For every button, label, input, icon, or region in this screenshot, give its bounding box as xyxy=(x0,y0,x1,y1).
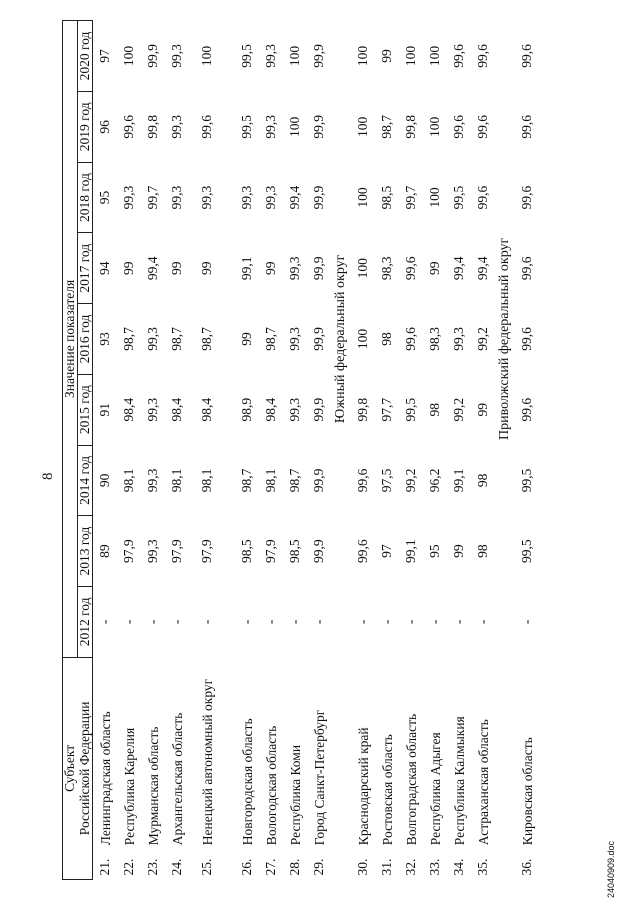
value-header: Значение показателя xyxy=(63,21,78,658)
value-cell: 99,6 xyxy=(199,115,214,139)
value-cell: 98,4 xyxy=(199,397,214,422)
row-number: 24. xyxy=(169,858,184,876)
value-cell: 100 xyxy=(355,116,370,137)
value-cell: 99,6 xyxy=(451,115,466,139)
value-cell: - xyxy=(239,619,254,625)
value-cell: 99,3 xyxy=(263,115,278,139)
value-cell: 99,5 xyxy=(403,397,418,422)
table-row xyxy=(93,21,118,880)
row-number: 34. xyxy=(451,858,466,876)
row-number: 21. xyxy=(97,858,112,876)
value-cell: 98,7 xyxy=(379,115,394,139)
value-cell: 99,3 xyxy=(169,44,184,68)
value-cell: 98,7 xyxy=(169,327,184,351)
value-cell: 99,8 xyxy=(355,397,370,422)
subject-name: Архангельская область xyxy=(169,712,185,846)
value-cell: 99,4 xyxy=(451,256,466,281)
value-cell: 99 xyxy=(121,261,136,276)
row-number: 27. xyxy=(263,858,278,876)
table-row xyxy=(235,21,259,880)
value-cell: 100 xyxy=(355,187,370,208)
table-row xyxy=(259,21,283,880)
value-cell: 99 xyxy=(263,261,278,276)
value-cell: 96 xyxy=(97,120,112,134)
table-row xyxy=(447,21,471,880)
value-cell: 99,5 xyxy=(519,539,534,563)
row-number: 26. xyxy=(239,858,254,876)
district-row xyxy=(495,21,515,880)
row-number: 35. xyxy=(475,858,490,876)
value-cell: 89 xyxy=(97,544,112,558)
value-cell: 99,3 xyxy=(145,397,160,422)
subject-name: Город Санкт-Петербург xyxy=(311,709,327,846)
subject-name: Республика Коми xyxy=(287,744,303,846)
value-cell: 99,3 xyxy=(287,397,302,422)
table-row xyxy=(375,21,399,880)
value-cell: 99,3 xyxy=(145,327,160,351)
subject-name: Волгоградская область xyxy=(403,713,419,846)
value-cell: 99,3 xyxy=(145,468,160,493)
value-cell: 98,7 xyxy=(263,327,278,351)
value-cell: 97,9 xyxy=(169,539,184,563)
year-header: 2020 год xyxy=(78,21,93,92)
value-cell: 99,9 xyxy=(145,44,160,68)
value-cell: 98,7 xyxy=(239,468,254,493)
year-header: 2012 год xyxy=(78,587,93,658)
value-cell: - xyxy=(199,619,214,625)
value-cell: 99,3 xyxy=(263,185,278,210)
table-row xyxy=(515,21,539,880)
value-cell: - xyxy=(97,619,112,625)
value-cell: 99,9 xyxy=(311,397,326,422)
value-cell: - xyxy=(263,619,278,625)
subject-name: Астраханская область xyxy=(475,719,491,846)
value-cell: 99 xyxy=(451,544,466,558)
value-cell: 99,9 xyxy=(311,468,326,493)
value-cell: 100 xyxy=(121,45,136,67)
value-cell: - xyxy=(121,619,136,625)
value-cell: 99,6 xyxy=(475,44,490,68)
value-cell: 99,3 xyxy=(239,185,254,210)
value-cell: 99,3 xyxy=(169,185,184,210)
value-cell: 95 xyxy=(427,544,442,558)
value-cell: 99 xyxy=(475,402,490,417)
table-row xyxy=(307,21,331,880)
value-cell: 99,6 xyxy=(451,44,466,68)
value-cell: 99,6 xyxy=(403,256,418,281)
district-row xyxy=(331,21,351,880)
table-row xyxy=(141,21,165,880)
value-cell: 99,6 xyxy=(519,256,534,281)
row-number: 33. xyxy=(427,858,442,876)
value-cell: 98 xyxy=(475,473,490,488)
row-number: 29. xyxy=(311,858,326,876)
value-cell: 99,1 xyxy=(239,256,254,281)
value-cell: 98,5 xyxy=(287,539,302,563)
value-cell: 99,1 xyxy=(451,468,466,493)
value-cell: 99,3 xyxy=(145,539,160,563)
district-title: Южный федеральный округ xyxy=(333,254,348,424)
value-cell: 99,9 xyxy=(311,256,326,281)
value-cell: 99,3 xyxy=(287,256,302,281)
subject-name: Республика Карелия xyxy=(121,727,137,846)
subject-name: Вологодская область xyxy=(263,725,279,846)
value-cell: 94 xyxy=(97,261,112,276)
indicator-table xyxy=(62,20,539,880)
value-cell: 98,7 xyxy=(121,327,136,351)
subject-name: Ленинградская область xyxy=(97,711,113,846)
value-cell: - xyxy=(379,619,394,625)
value-cell: 99,6 xyxy=(475,185,490,210)
value-cell: - xyxy=(311,619,326,625)
table-row xyxy=(423,21,447,880)
value-cell: 98,5 xyxy=(379,185,394,210)
value-cell: 99,6 xyxy=(121,115,136,139)
value-cell: - xyxy=(475,619,490,625)
value-cell: 98,3 xyxy=(427,327,442,351)
value-cell: 99 xyxy=(199,261,214,276)
value-cell: 99,9 xyxy=(311,44,326,68)
value-cell: - xyxy=(355,619,370,625)
row-number: 28. xyxy=(287,858,302,876)
value-cell: 99,6 xyxy=(355,539,370,563)
year-header: 2014 год xyxy=(78,445,93,516)
value-cell: 99,6 xyxy=(519,115,534,139)
value-cell: 99 xyxy=(379,49,394,63)
value-cell: 99,3 xyxy=(121,185,136,210)
value-cell: 98,4 xyxy=(169,397,184,422)
value-cell: 99,6 xyxy=(519,327,534,351)
table-body xyxy=(93,21,540,880)
value-cell: 99,4 xyxy=(287,185,302,210)
value-cell: 99,4 xyxy=(475,256,490,281)
row-number: 22. xyxy=(121,858,136,876)
header-row-top xyxy=(63,21,78,880)
value-cell: 99,3 xyxy=(451,327,466,351)
table-row xyxy=(351,21,375,880)
value-cell: 98,4 xyxy=(121,397,136,422)
value-cell: 98,7 xyxy=(199,327,214,351)
value-cell: 90 xyxy=(97,473,112,488)
value-cell: 99,2 xyxy=(451,397,466,422)
value-cell: 99,8 xyxy=(145,115,160,139)
value-cell: 99,3 xyxy=(199,185,214,210)
subject-name: Кировская область xyxy=(519,737,535,846)
value-cell: 98,4 xyxy=(263,397,278,422)
value-cell: 100 xyxy=(355,258,370,279)
district-title: Приволжский федеральный округ xyxy=(497,237,512,440)
table-row xyxy=(471,21,495,880)
year-header: 2016 год xyxy=(78,304,93,375)
value-cell: 100 xyxy=(355,328,370,350)
value-cell: 91 xyxy=(97,402,112,417)
row-number: 25. xyxy=(199,858,214,876)
row-number: 32. xyxy=(403,858,418,876)
year-header: 2018 год xyxy=(78,162,93,233)
value-cell: 98,3 xyxy=(379,256,394,281)
value-cell: 98,1 xyxy=(121,468,136,493)
value-cell: 100 xyxy=(427,116,442,137)
value-cell: 95 xyxy=(97,190,112,205)
value-cell: 100 xyxy=(403,45,418,67)
subject-name: Республика Калмыкия xyxy=(451,716,467,846)
value-cell: 99,2 xyxy=(475,327,490,351)
value-cell: 99,1 xyxy=(403,539,418,563)
value-cell: 99,6 xyxy=(475,115,490,139)
row-number: 31. xyxy=(379,858,394,876)
subject-header-bottom: Российской Федерации xyxy=(78,657,93,879)
value-cell: - xyxy=(145,619,160,625)
table-row xyxy=(165,21,189,880)
row-number: 30. xyxy=(355,858,370,876)
page-number: 8 xyxy=(40,472,56,480)
value-cell: 99,7 xyxy=(403,185,418,210)
value-cell: 99 xyxy=(169,261,184,276)
value-cell: 97,7 xyxy=(379,397,394,422)
value-cell: 99,4 xyxy=(145,256,160,281)
value-cell: 98 xyxy=(427,402,442,417)
value-cell: 97,9 xyxy=(263,539,278,563)
value-cell: 99,6 xyxy=(355,468,370,493)
value-cell: 98,7 xyxy=(287,468,302,493)
value-cell: - xyxy=(427,619,442,625)
value-cell: - xyxy=(403,619,418,625)
value-cell: 96,2 xyxy=(427,468,442,493)
value-cell: 98 xyxy=(379,332,394,346)
value-cell: 99,9 xyxy=(311,327,326,351)
table-row xyxy=(189,21,225,880)
value-cell: 99,7 xyxy=(145,185,160,210)
value-cell: 99,3 xyxy=(263,44,278,68)
value-cell: 100 xyxy=(199,45,214,67)
document-filename: 24040909.doc xyxy=(606,840,616,898)
value-cell: 99 xyxy=(427,261,442,276)
value-cell: 99,9 xyxy=(311,185,326,210)
table-row xyxy=(117,21,141,880)
value-cell: 100 xyxy=(355,45,370,67)
value-cell: 99,2 xyxy=(403,468,418,493)
value-cell: 98,1 xyxy=(263,468,278,493)
subject-name: Мурманская область xyxy=(145,726,161,846)
value-cell: 100 xyxy=(427,45,442,67)
value-cell: 99,5 xyxy=(239,115,254,139)
value-cell: 99,9 xyxy=(311,539,326,563)
value-cell: 98,5 xyxy=(239,539,254,563)
value-cell: 97,5 xyxy=(379,468,394,493)
subject-name: Республика Адыгея xyxy=(427,732,443,846)
value-cell: 97 xyxy=(97,49,112,63)
value-cell: 97,9 xyxy=(121,539,136,563)
subject-name: Ростовская область xyxy=(379,734,395,846)
value-cell: 98,1 xyxy=(169,468,184,493)
subject-header-top: Субъект xyxy=(63,657,78,879)
subject-name: Краснодарский край xyxy=(355,727,371,846)
year-header: 2015 год xyxy=(78,374,93,445)
value-cell: 100 xyxy=(427,187,442,208)
value-cell: - xyxy=(169,619,184,625)
value-cell: 99,6 xyxy=(519,397,534,422)
value-cell: 99,6 xyxy=(519,44,534,68)
subject-name: Новгородская область xyxy=(239,718,255,846)
row-number: 23. xyxy=(145,858,160,876)
value-cell: - xyxy=(287,619,302,625)
value-cell: 99,5 xyxy=(239,44,254,68)
value-cell: 99,3 xyxy=(287,327,302,351)
value-cell: 98,9 xyxy=(239,397,254,422)
value-cell: 99,5 xyxy=(519,468,534,493)
value-cell: 98,1 xyxy=(199,468,214,493)
value-cell: 93 xyxy=(97,332,112,346)
year-header: 2017 год xyxy=(78,233,93,304)
value-cell: 99 xyxy=(239,332,254,346)
rotated-page xyxy=(40,20,620,898)
table-row xyxy=(399,21,423,880)
value-cell: 100 xyxy=(287,116,302,137)
value-cell: 99,6 xyxy=(403,327,418,351)
value-cell: 99,8 xyxy=(403,115,418,139)
value-cell: 99,9 xyxy=(311,115,326,139)
value-cell: 99,3 xyxy=(169,115,184,139)
value-cell: 99,5 xyxy=(451,185,466,210)
value-cell: 98 xyxy=(475,544,490,558)
value-cell: 99,6 xyxy=(519,185,534,210)
value-cell: - xyxy=(451,619,466,625)
value-cell: 100 xyxy=(287,45,302,67)
header-row-years xyxy=(78,21,93,880)
value-cell: 97 xyxy=(379,544,394,558)
table-row xyxy=(283,21,307,880)
value-cell: - xyxy=(519,619,534,625)
value-cell: 97,9 xyxy=(199,539,214,563)
year-header: 2013 год xyxy=(78,516,93,587)
row-number: 36. xyxy=(519,858,534,876)
subject-name: Ненецкий автономный округ xyxy=(199,678,215,846)
year-header: 2019 год xyxy=(78,91,93,162)
